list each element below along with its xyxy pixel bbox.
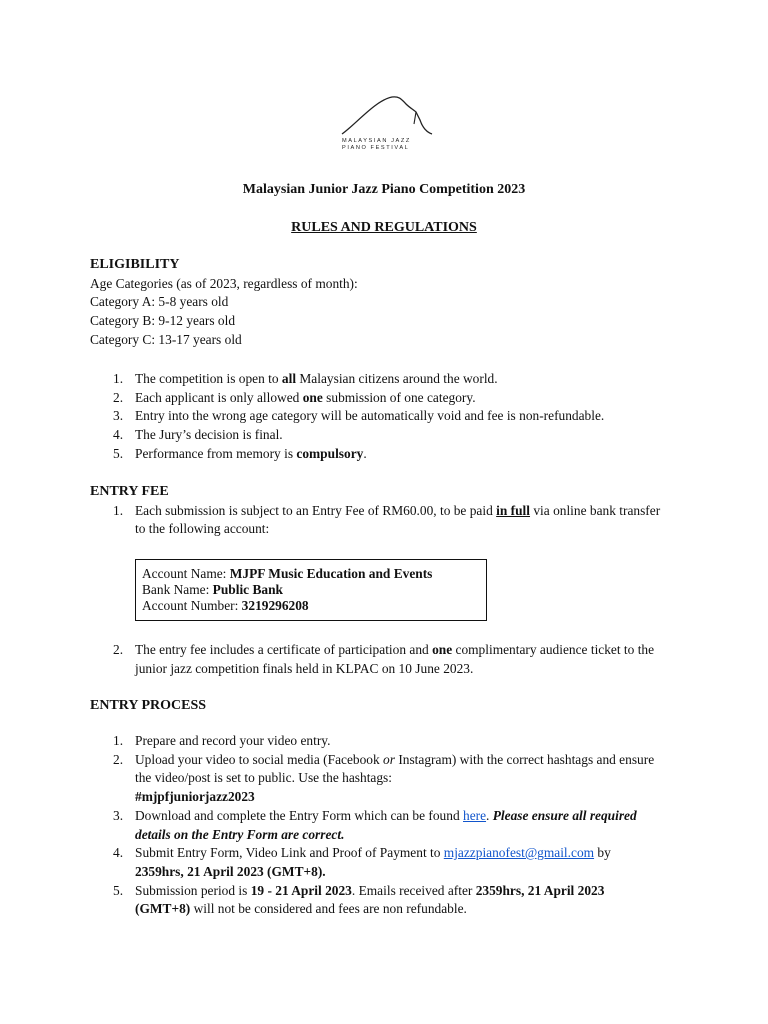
fee-text: Each submission is subject to an Entry Fee of RM60.00, to be paid	[135, 502, 497, 518]
step-italic: or	[383, 751, 395, 767]
eligibility-rules	[90, 370, 710, 464]
step-bold: 2359hrs, 21 April 2023	[475, 882, 605, 898]
festival-logo	[336, 94, 436, 156]
rule-text: Malaysian citizens around the world.	[296, 371, 498, 386]
category-c: Category C: 13-17 years old	[90, 331, 242, 347]
step-text: Submit Entry Form, Video Link and Proof of Payment to	[135, 845, 444, 861]
list-number: 4.	[113, 845, 124, 861]
list-item	[90, 641, 710, 678]
list-item	[90, 844, 710, 881]
step-text: Prepare and record your video entry.	[135, 733, 331, 748]
hashtag: #mjpfjuniorjazz2023	[135, 789, 255, 805]
page-title: Malaysian Junior Jazz Piano Competition 2023	[242, 182, 526, 197]
rule-bold: all	[281, 371, 297, 386]
fee-bold: in full	[496, 502, 531, 518]
rule-bold: one	[302, 389, 323, 405]
list-number: 2.	[113, 751, 124, 767]
rule-text: Entry into the wrong age category will be automatically void and fee is non-refundable.	[135, 408, 605, 424]
step-bold: 19 - 21 April 2023	[250, 882, 352, 898]
account-name-label: Account Name:	[142, 566, 230, 581]
fee-text: via online bank transfer	[530, 502, 661, 518]
entry-form-link[interactable]: here	[463, 807, 487, 823]
page-subtitle: RULES AND REGULATIONS	[291, 220, 477, 235]
list-number: 4.	[113, 427, 124, 443]
email-link[interactable]: mjazzpianofest@gmail.com	[443, 845, 595, 861]
list-item	[90, 407, 710, 426]
entry-fee-heading: ENTRY FEE	[90, 484, 169, 499]
eligibility-heading: ELIGIBILITY	[90, 257, 180, 272]
rule-text: The competition is open to	[135, 371, 282, 386]
list-item	[90, 751, 710, 807]
fee-text: junior jazz competition finals held in KLPAC on 10 June 2023.	[135, 660, 474, 676]
step-text: will not be considered and fees are non refundable.	[190, 901, 467, 917]
step-bold: (GMT+8)	[135, 901, 191, 917]
list-number: 2.	[113, 389, 124, 405]
step-text: .	[486, 807, 493, 823]
entry-fee-section	[90, 483, 710, 539]
list-number: 1.	[113, 733, 124, 748]
bank-account-box	[135, 559, 487, 621]
category-a: Category A: 5-8 years old	[90, 294, 229, 310]
list-number: 5.	[113, 445, 124, 461]
step-text: Download and complete the Entry Form which can be found	[135, 807, 463, 823]
list-item	[90, 882, 710, 919]
step-bold-italic: details on the Entry Form are correct.	[135, 826, 345, 842]
step-text: Submission period is	[135, 882, 251, 898]
entry-process-heading-block	[90, 697, 710, 716]
list-item	[90, 370, 710, 389]
step-text: the video/post is set to public. Use the hashtags:	[135, 770, 392, 786]
entry-process-steps	[90, 732, 710, 919]
logo-text	[342, 138, 411, 152]
list-number: 5.	[113, 882, 124, 898]
logo-line-2: PIANO FESTIVAL	[342, 145, 410, 151]
fee-text: The entry fee includes a certificate of participation and	[135, 642, 433, 657]
entry-process-heading: ENTRY PROCESS	[90, 698, 207, 713]
list-number: 1.	[113, 502, 124, 518]
account-name-value: MJPF Music Education and Events	[229, 566, 433, 581]
step-text: by	[594, 845, 611, 861]
age-categories-intro: Age Categories (as of 2023, regardless of month):	[90, 275, 358, 291]
rule-text: submission of one category.	[322, 389, 476, 405]
list-item	[90, 389, 710, 408]
account-number-line	[142, 598, 486, 614]
logo-line-1: MALAYSIAN JAZZ	[342, 138, 411, 144]
rule-text: Performance from memory is	[135, 445, 297, 461]
deadline-bold: 2359hrs, 21 April 2023 (GMT+8).	[135, 863, 326, 879]
step-text: Upload your video to social media (Facebook	[135, 751, 384, 767]
entry-fee-item-2	[90, 641, 710, 678]
account-number-label: Account Number:	[142, 598, 242, 613]
rule-text: The Jury’s decision is final.	[135, 427, 283, 443]
list-number: 1.	[113, 371, 124, 386]
eligibility-section	[90, 256, 710, 350]
account-number-value: 3219296208	[241, 598, 309, 613]
account-name-line	[142, 566, 486, 582]
list-item	[90, 502, 710, 539]
rule-text: .	[363, 445, 367, 461]
list-number: 2.	[113, 642, 124, 657]
list-item	[90, 807, 710, 844]
list-item	[90, 732, 710, 751]
step-bold-italic: Please ensure all required	[492, 807, 637, 823]
bank-name-label: Bank Name:	[142, 582, 213, 597]
fee-text: complimentary audience ticket to the	[452, 642, 655, 657]
step-text: Instagram) with the correct hashtags and ensure	[394, 751, 655, 767]
rule-bold: compulsory	[296, 445, 364, 461]
bank-name-value: Public Bank	[212, 582, 283, 597]
logo-swoosh-icon	[336, 94, 436, 142]
rule-text: Each applicant is only allowed	[135, 389, 303, 405]
step-text: . Emails received after	[351, 882, 476, 898]
fee-bold: one	[432, 642, 453, 657]
bank-name-line	[142, 582, 486, 598]
list-number: 3.	[113, 807, 124, 823]
list-number: 3.	[113, 408, 124, 424]
list-item	[90, 426, 710, 445]
list-item	[90, 445, 710, 464]
category-b: Category B: 9-12 years old	[90, 313, 236, 329]
fee-text: to the following account:	[135, 521, 270, 537]
